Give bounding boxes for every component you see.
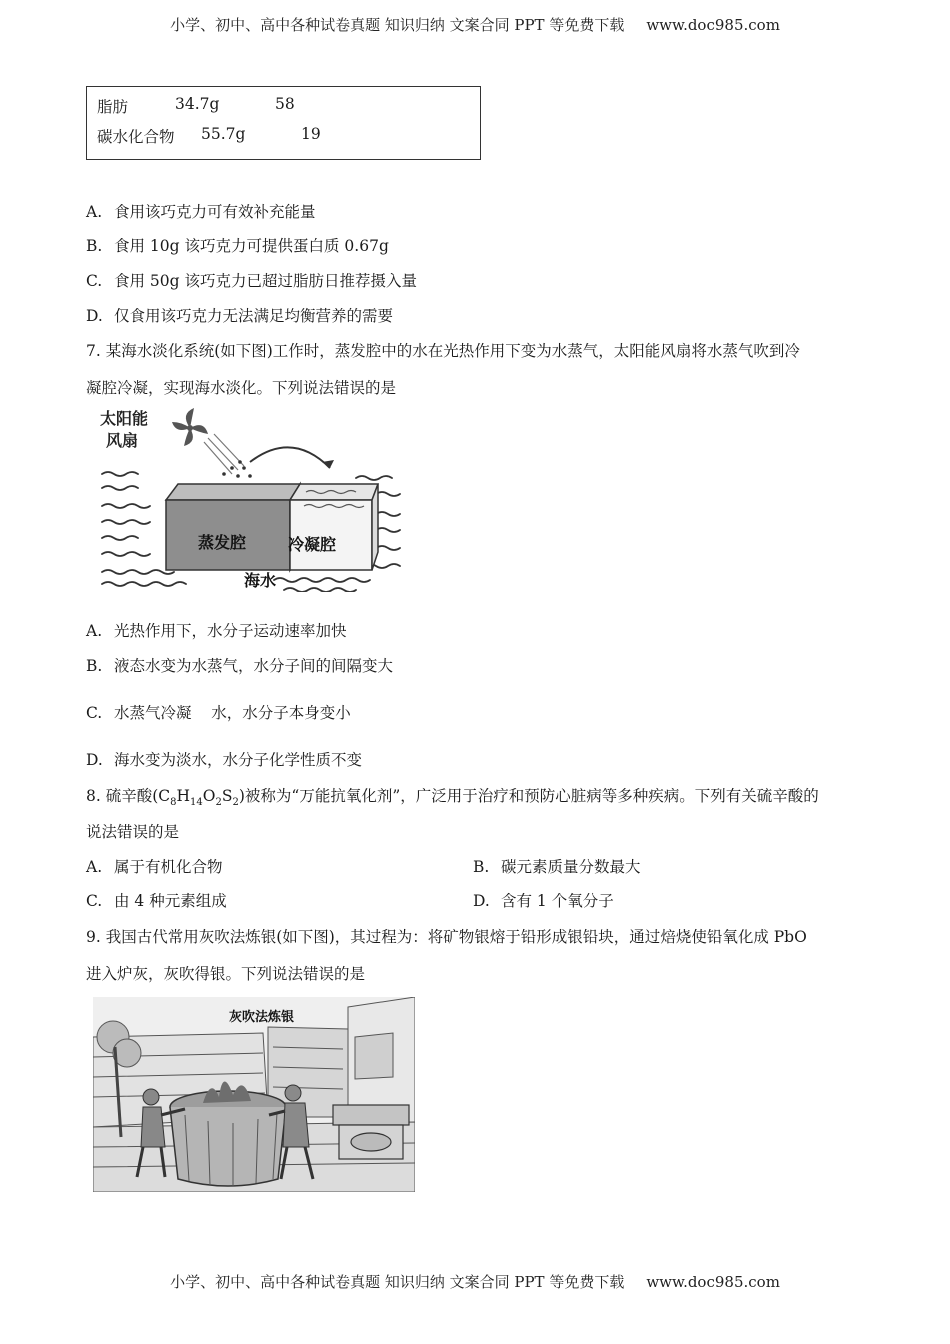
q8-stem-line2: 说法错误的是 — [86, 823, 180, 841]
row2-name: 碳水化合物 — [97, 128, 175, 146]
row2-nrv: 19 — [301, 125, 321, 143]
solar-fan-icon — [172, 408, 208, 446]
q8-option-c: C. 由 4 种元素组成 — [86, 892, 227, 910]
condensation-chamber — [290, 484, 378, 570]
row1-amount: 34.7g — [175, 95, 220, 113]
footer-text: 小学、初中、高中各种试卷真题 知识归纳 文案合同 PPT 等免费下载 — [170, 1273, 625, 1291]
page-footer — [0, 1271, 950, 1292]
q7-stem-line2: 凝腔冷凝，实现海水淡化。下列说法错误的是 — [86, 379, 397, 397]
nutrition-table — [86, 86, 481, 160]
footer-site[interactable]: www.doc985.com — [646, 1273, 780, 1291]
sea-label: 海水 — [244, 571, 277, 590]
q6-option-d: D. 仅食用该巧克力无法满足均衡营养的需要 — [86, 307, 394, 325]
cond-label: 冷凝腔 — [288, 535, 337, 554]
q8-option-b: B. 碳元素质量分数最大 — [473, 858, 641, 876]
fan-label-1: 太阳能 — [100, 409, 149, 428]
row1-nrv: 58 — [275, 95, 295, 113]
evap-label: 蒸发腔 — [198, 533, 247, 552]
q7-stem-line1: 7. 某海水淡化系统(如下图)工作时，蒸发腔中的水在光热作用下变为水蒸气，太阳能风扇将水蒸气吹到冷 — [86, 342, 800, 360]
q9-stem-line1: 9. 我国古代常用灰吹法炼银(如下图)，其过程为：将矿物银熔于铅形成银铅块，通过焙烧使铅氧化成 PbO — [86, 928, 807, 946]
furnace-barrel — [170, 1091, 286, 1186]
q6-option-c: C. 食用 50g 该巧克力已超过脂肪日推荐摄入量 — [86, 272, 418, 290]
q7-option-c: C. 水蒸气冷凝 水，水分子本身变小 — [86, 704, 351, 722]
q8-stem-line1: 8. 硫辛酸$(C_8H_{14}O_2S_2)$被称为“万能抗氧化剂”，广泛用于治疗和预防心脏病等多种疾病。下列有关硫辛酸的 — [86, 787, 819, 809]
header-site[interactable]: www.doc985.com — [646, 16, 780, 34]
desalination-figure — [94, 402, 416, 592]
q9-stem-line2: 进入炉灰，灰吹得银。下列说法错误的是 — [86, 965, 366, 983]
q8-option-a: A. 属于有机化合物 — [86, 858, 223, 876]
vapor-arrow — [250, 447, 330, 468]
header-text: 小学、初中、高中各种试卷真题 知识归纳 文案合同 PPT 等免费下载 — [170, 16, 625, 34]
page-header — [0, 14, 950, 35]
stone-trough — [333, 1105, 409, 1159]
row2-amount: 55.7g — [201, 125, 246, 143]
q7-option-a: A. 光热作用下，水分子运动速率加快 — [86, 622, 347, 640]
fan-label-2: 风扇 — [106, 431, 139, 450]
q6-option-a: A. 食用该巧克力可有效补充能量 — [86, 203, 316, 221]
q7-option-d: D. 海水变为淡水，水分子化学性质不变 — [86, 751, 363, 769]
silver-smelting-figure — [93, 997, 415, 1192]
q6-option-b: B. 食用 10g 该巧克力可提供蛋白质 0.67g — [86, 237, 389, 255]
evaporation-chamber — [166, 484, 300, 570]
figure-title: 灰吹法炼银 — [229, 1010, 295, 1025]
row1-name: 脂肪 — [97, 98, 129, 116]
light-rays — [204, 434, 244, 474]
q8-option-d: D. 含有 1 个氧分子 — [473, 892, 614, 910]
q7-option-b: B. 液态水变为水蒸气，水分子间的间隔变大 — [86, 657, 394, 675]
